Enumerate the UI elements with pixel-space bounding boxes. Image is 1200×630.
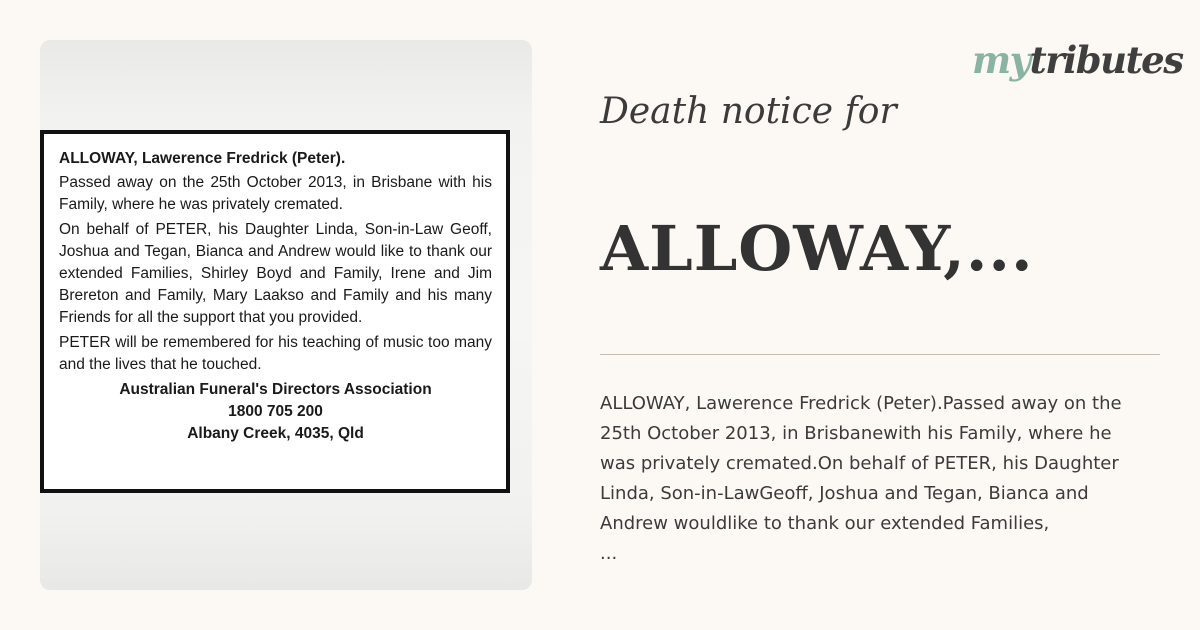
deceased-name: ALLOWAY,...	[600, 212, 1034, 285]
notice-heading: ALLOWAY, Lawerence Fredrick (Peter).	[59, 150, 346, 167]
excerpt-line: 25th October 2013, in Brisbanewith his Family, where he	[600, 423, 1112, 444]
logo-my-text: my	[972, 38, 1030, 82]
notice-paragraph: Passed away on the 25th October 2013, in Brisbane with his Family, where he was privately cremated.	[59, 174, 492, 213]
notice-clipping	[40, 130, 510, 493]
excerpt-line: was privately cremated.On behalf of PETER, his Daughter	[600, 453, 1119, 474]
divider	[600, 354, 1160, 355]
logo-tributes-text: tributes	[1029, 38, 1183, 82]
notice-excerpt	[600, 389, 1172, 569]
excerpt-ellipsis: ...	[600, 543, 618, 564]
mytributes-logo[interactable]	[972, 38, 1183, 82]
funeral-director-name: Australian Funeral's Directors Association	[119, 381, 432, 398]
excerpt-line: Andrew wouldlike to thank our extended Families,	[600, 513, 1050, 534]
excerpt-line: Linda, Son-in-LawGeoff, Joshua and Tegan, Bianca and	[600, 483, 1089, 504]
funeral-director-address: Albany Creek, 4035, Qld	[187, 425, 364, 442]
notice-paragraph: PETER will be remembered for his teaching of music too many and the lives that he touched.	[59, 334, 492, 373]
funeral-director-phone: 1800 705 200	[228, 403, 323, 420]
notice-image	[40, 40, 532, 590]
funeral-director-block	[59, 379, 492, 445]
excerpt-line: ALLOWAY, Lawerence Fredrick (Peter).Passed away on the	[600, 393, 1122, 414]
notice-type-label: Death notice for	[600, 91, 897, 132]
notice-paragraph: On behalf of PETER, his Daughter Linda, Son-in-Law Geoff, Joshua and Tegan, Bianca and Andrew would like to thank our extended Families, Shirley Boyd and Family, Irene and Jim Brereton and Family, Mary Laakso and Family and his many Friends for all the support that you provided.	[59, 221, 492, 326]
